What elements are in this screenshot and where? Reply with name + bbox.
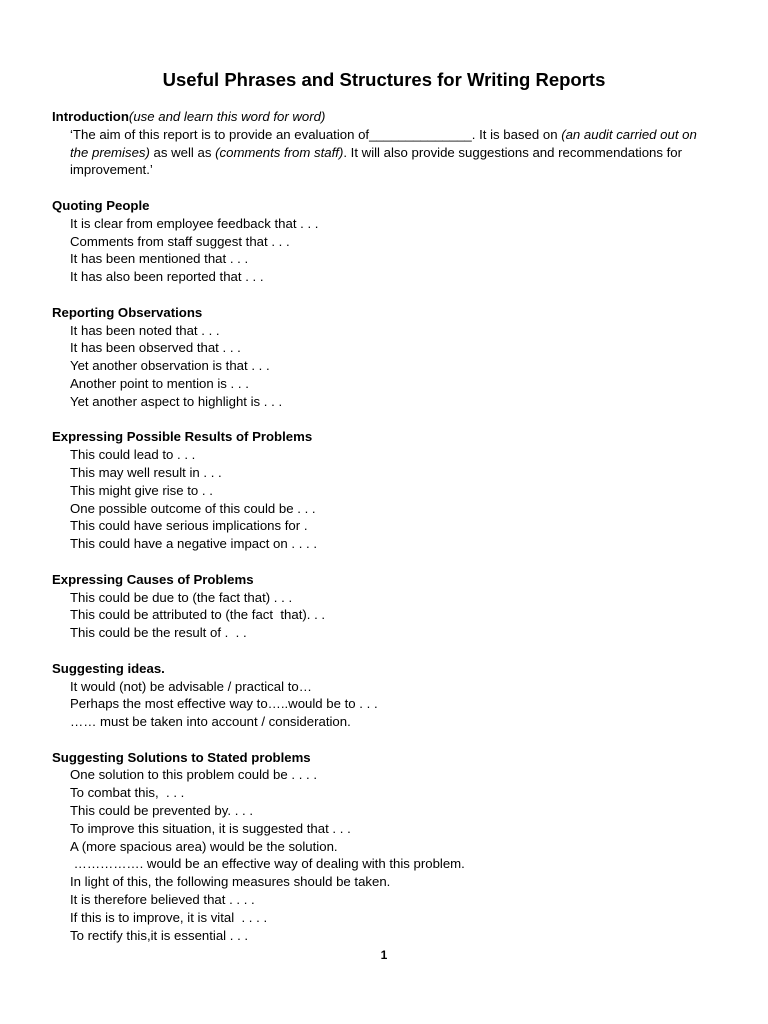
phrase-line: To rectify this,it is essential . . .: [70, 927, 249, 943]
introduction-paragraph: [52, 126, 712, 179]
phrase-line: It has been noted that . . .: [70, 322, 220, 338]
phrase-line: It has been mentioned that . . .: [70, 251, 249, 267]
phrase-line: This could be the result of . . .: [70, 625, 247, 641]
phrase-line: This could have serious implications for .: [70, 518, 308, 534]
intro-text-2: (an audit carried out on the premises): [70, 126, 697, 160]
phrase-line: To combat this, . . .: [70, 785, 185, 801]
phrase-line: If this is to improve, it is vital . . . .: [70, 909, 268, 925]
intro-text-1: ‘The aim of this report is to provide an evaluation of______________. It is based on: [70, 126, 562, 142]
phrase-line: This could be prevented by. . . .: [70, 803, 254, 819]
section-causes-of-problems: [52, 571, 712, 642]
phrase-list: [52, 322, 712, 411]
phrase-line: This could be due to (the fact that) . . .: [70, 589, 293, 605]
phrase-line: Yet another observation is that . . .: [70, 358, 270, 374]
section-heading: Expressing Causes of Problems: [52, 571, 254, 587]
phrase-line: ……………. would be an effective way of dealing with this problem.: [70, 856, 465, 872]
section-suggesting-solutions: [52, 749, 712, 945]
phrase-line: Perhaps the most effective way to…..would be to . . .: [70, 696, 378, 712]
phrase-line: In light of this, the following measures should be taken.: [70, 874, 391, 890]
phrase-line: Another point to mention is . . .: [70, 375, 249, 391]
document-body: [52, 108, 712, 962]
phrase-line: One possible outcome of this could be . . .: [70, 500, 316, 516]
page-number: 1: [380, 948, 388, 962]
intro-text-4: (comments from staff): [215, 144, 344, 160]
section-heading: Reporting Observations: [52, 304, 203, 320]
phrase-list: [52, 678, 712, 731]
phrase-line: It would (not) be advisable / practical to…: [70, 678, 312, 694]
phrase-list: [52, 589, 712, 642]
phrase-line: This may well result in . . .: [70, 464, 222, 480]
intro-text-5: . It will also provide suggestions and recommendations for improvement.’: [70, 144, 683, 178]
phrase-line: This could have a negative impact on . . . .: [70, 536, 318, 552]
phrase-line: A (more spacious area) would be the solution.: [70, 838, 338, 854]
phrase-list: [52, 446, 712, 553]
section-heading: Expressing Possible Results of Problems: [52, 429, 313, 445]
phrase-line: This might give rise to . .: [70, 482, 213, 498]
section-quoting-people: [52, 197, 712, 286]
phrase-line: Yet another aspect to highlight is . . .: [70, 393, 283, 409]
phrase-line: It has also been reported that . . .: [70, 269, 264, 285]
phrase-list: [52, 215, 712, 286]
section-reporting-observations: [52, 304, 712, 411]
phrase-list: [52, 766, 712, 944]
phrase-line: One solution to this problem could be . . . .: [70, 767, 318, 783]
phrase-line: It has been observed that . . .: [70, 340, 241, 356]
intro-text-3: as well as: [149, 144, 216, 160]
phrase-line: This could be attributed to (the fact that). . .: [70, 607, 326, 623]
introduction-heading: Introduction: [52, 109, 129, 124]
phrase-line: To improve this situation, it is suggested that . . .: [70, 820, 351, 836]
document-title: Useful Phrases and Structures for Writing Reports: [162, 69, 606, 90]
introduction-note: (use and learn this word for word): [128, 109, 326, 124]
section-introduction: [52, 108, 712, 179]
section-heading: Suggesting Solutions to Stated problems: [52, 749, 311, 765]
phrase-line: It is clear from employee feedback that . . .: [70, 215, 319, 231]
phrase-line: Comments from staff suggest that . . .: [70, 233, 290, 249]
section-heading: [52, 108, 712, 126]
phrase-line: It is therefore believed that . . . .: [70, 892, 255, 908]
phrase-line: …… must be taken into account / consideration.: [70, 714, 351, 730]
phrase-line: This could lead to . . .: [70, 447, 196, 463]
section-possible-results: [52, 428, 712, 553]
section-heading: Quoting People: [52, 197, 150, 213]
section-heading: Suggesting ideas.: [52, 660, 165, 676]
section-suggesting-ideas: [52, 660, 712, 731]
